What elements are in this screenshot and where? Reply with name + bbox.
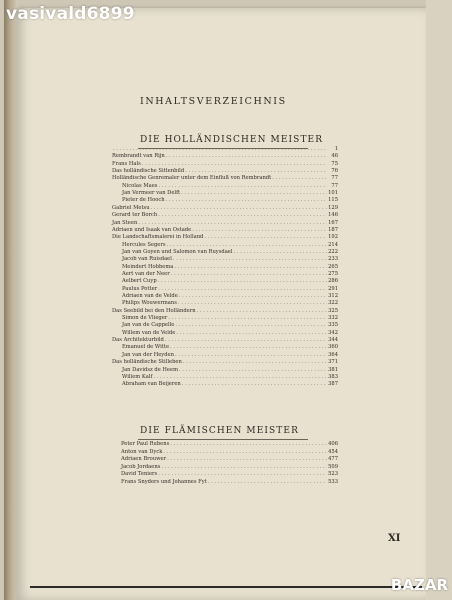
- toc-entry-label: Nicolas Maes: [122, 182, 158, 189]
- toc-entry-page: 325: [328, 307, 338, 314]
- toc-entry-page: 291: [328, 285, 338, 292]
- toc-entry: [121, 478, 338, 486]
- toc-entry-page: 77: [331, 182, 338, 189]
- toc-entry-label: Adriaen Brouwer: [121, 456, 167, 463]
- toc-entry-label: Aelbert Cuyp: [122, 278, 157, 285]
- toc-entry-page: 286: [328, 278, 338, 285]
- section-title-flaemische: DIE FLÄMISCHEN MEISTER: [140, 426, 299, 436]
- toc-entry-page: 342: [328, 329, 338, 336]
- toc-entry-label: Jan van Goyen und Salomon van Ruysdael: [122, 248, 233, 255]
- toc-entry-page: 454: [328, 448, 338, 455]
- toc-entry-page: 222: [328, 248, 338, 255]
- toc-entry-page: 360: [328, 344, 338, 351]
- toc-entry-page: 101: [328, 190, 338, 197]
- toc-entry-label: Das holländische Sittenbild: [112, 168, 185, 175]
- dot-leader: [208, 478, 327, 486]
- toc-entry-label: Willem van de Velde: [122, 329, 176, 336]
- toc-entry-label: Das holländische Stilleben: [112, 359, 182, 366]
- toc-entry-label: Jan Vermeer van Delft: [122, 190, 181, 197]
- toc-entry-page: 322: [328, 300, 338, 307]
- toc-entry-label: Hercules Segers: [122, 241, 166, 248]
- toc-entry-label: Aert van der Neer: [122, 270, 170, 277]
- toc-entry-page: 371: [328, 359, 338, 366]
- page-title: INHALTSVERZEICHNIS: [140, 96, 287, 107]
- toc-entry-label: Jacob van Ruisdael: [122, 256, 172, 263]
- toc-entry-label: Paulus Potter: [122, 285, 158, 292]
- bazar-logo: BAZAR: [390, 576, 448, 594]
- toc-entry-label: Jan van der Heyden: [122, 351, 174, 358]
- toc-entry-page: 187: [328, 226, 338, 233]
- toc-entry-label: Jan van de Cappelle: [122, 322, 175, 329]
- toc-entry-page: 509: [328, 463, 338, 470]
- toc-entry-label: Jacob Jordaens: [121, 463, 161, 470]
- toc-entry-page: 115: [328, 197, 338, 204]
- toc-entry-label: Philips Wouwermans: [122, 300, 177, 307]
- toc-entry-page: 533: [328, 479, 338, 485]
- toc-entry-label: Willem Kalf: [122, 373, 153, 380]
- watermark-text: vasivald6899: [6, 4, 135, 24]
- toc-entry-label: Meindert Hobbema: [122, 263, 174, 270]
- toc-entry-page: 387: [328, 381, 338, 388]
- toc-entry-label: Frans Hals: [112, 160, 141, 167]
- section-title-hollaendische: DIE HOLLÄNDISCHEN MEISTER: [140, 135, 324, 145]
- toc-entry-label: Rembrandt van Rijn: [112, 153, 165, 160]
- toc-entry-label: Jan Davidsz de Heem: [122, 366, 178, 373]
- toc-entry-page: 214: [328, 241, 338, 248]
- toc-entry-page: 75: [331, 160, 338, 167]
- toc-entry-label: Jan Steen: [112, 219, 138, 226]
- toc-entry-page: 129: [328, 204, 338, 211]
- toc-entry-page: 477: [328, 456, 338, 463]
- toc-entry-label: Anton van Dyck: [121, 448, 163, 455]
- toc-entry-page: 167: [328, 219, 338, 226]
- toc-entry-page: 146: [328, 212, 338, 219]
- toc-entry-page: 275: [328, 270, 338, 277]
- toc-entry-label: David Teniers: [121, 471, 158, 478]
- toc-entry-page: 344: [328, 337, 338, 344]
- toc-entry-page: 383: [328, 373, 338, 380]
- toc-entry: [122, 380, 338, 388]
- toc-entry-page: 406: [328, 441, 338, 447]
- toc-entry-page: 77: [331, 175, 338, 182]
- toc-entry-label: Abraham van Beijeren: [122, 381, 181, 388]
- toc-entry-label: Gerard ter Borch: [112, 212, 158, 219]
- toc-entry-label: Adriaen und Isaak van Ostade: [112, 226, 192, 233]
- toc-entry-page: 364: [328, 351, 338, 358]
- toc-entry-page: 381: [328, 366, 338, 373]
- bottom-rule: [30, 586, 422, 588]
- background-surface: [426, 0, 452, 600]
- toc-entry-label: Simon de Vlieger: [122, 315, 168, 322]
- toc-entry-page: 265: [328, 263, 338, 270]
- toc-entry-page: 523: [328, 471, 338, 478]
- toc-entry-label: Adriaen van de Velde: [122, 293, 178, 299]
- toc-entry-label: Frans Snyders und Johannes Fyt: [121, 479, 207, 485]
- toc-entry-page: 312: [328, 293, 338, 299]
- toc-entry-page: 233: [328, 256, 338, 263]
- toc-entry-page: 76: [331, 168, 338, 175]
- toc-entry-label: Das Architekturbild: [112, 337, 164, 344]
- toc-entry-label: Die Landschaftsmalerei in Holland: [112, 234, 204, 241]
- toc-entry-page: 192: [328, 234, 338, 241]
- toc-entry-label: Gabriel Metsu: [112, 204, 150, 211]
- toc-entry-page: 335: [328, 322, 338, 329]
- toc-entry-page: 46: [331, 153, 338, 160]
- toc-entry-label: Emanuel de Witte: [122, 344, 170, 351]
- toc-entry-page: 332: [328, 315, 338, 322]
- toc-entry-label: Peter Paul Rubens: [121, 441, 170, 447]
- toc-entry-label: Pieter de Hooch: [122, 197, 165, 204]
- dot-leader: [182, 380, 327, 388]
- page-number: XI: [388, 533, 401, 544]
- toc-entry-page: 1: [334, 146, 338, 152]
- toc-entry-label: Das Seebild bei den Holländern: [112, 307, 196, 314]
- toc-entry-label: Holländische Genremaler unter dem Einfluß von Rembrandt: [112, 175, 272, 182]
